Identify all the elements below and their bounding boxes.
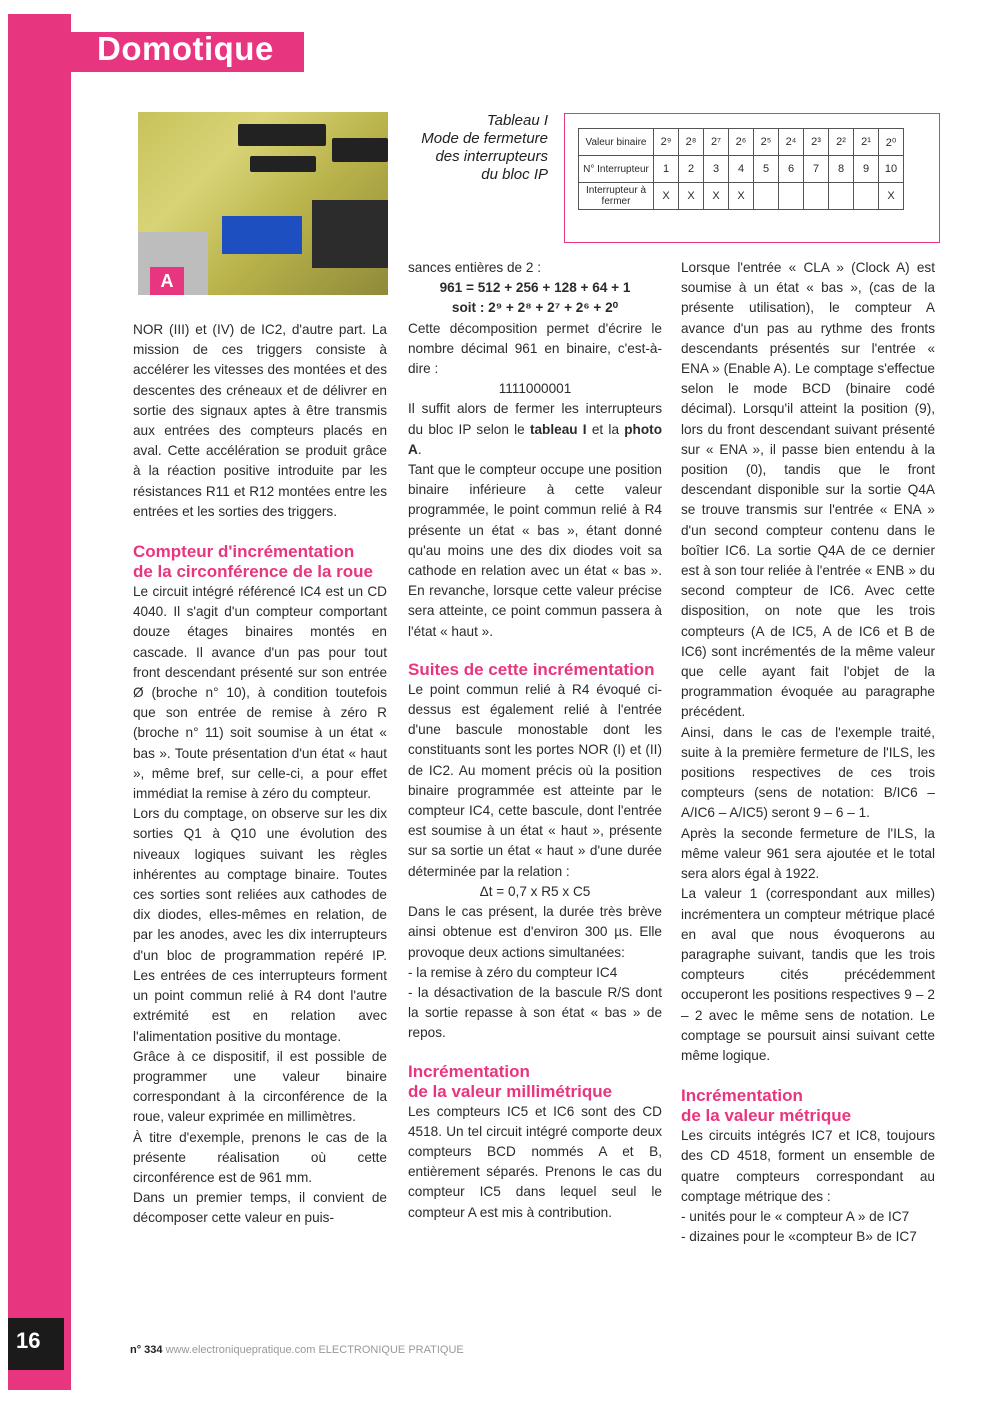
- column-1: [133, 320, 387, 1229]
- caption-line: des interrupteurs: [435, 148, 548, 165]
- subheading: Incrémentation: [681, 1086, 803, 1106]
- caption-line: du bloc IP: [481, 166, 548, 183]
- table-cell: 4: [729, 156, 754, 183]
- ic-chip: [332, 138, 388, 162]
- table-cell: X: [654, 183, 679, 210]
- row-header: Valeur binaire: [579, 129, 654, 156]
- text: Il suffit alors de fermer les interrupteurs du bloc IP selon le: [408, 401, 662, 437]
- table-cell: 10: [879, 156, 904, 183]
- table-cell: X: [704, 183, 729, 210]
- table-cell: 2¹: [854, 129, 879, 156]
- table-cell: X: [729, 183, 754, 210]
- ic-chip: [250, 156, 316, 172]
- table-caption: [410, 112, 548, 184]
- table-cell: [804, 183, 829, 210]
- paragraph: Tant que le compteur occupe une position binaire inférieure à cette valeur programmée, le point commun relié à R4 présente un état « bas », étant donné qu'au moins une des dix diodes voit sa cathode en relation avec un état « bas ». En revanche, lorsque cette valeur précise sera atteinte, ce point commun passera à l'état « haut ».: [408, 462, 662, 639]
- table-row: [579, 156, 904, 183]
- paragraph: Le circuit intégré référencé IC4 est un CD 4040. Il s'agit d'un compteur comportant douze étages binaires montés en cascade. Il avance d'un pas pour tout front descendant présenté sur son entrée Ø (broche n° 10), à condition toutefois que son entrée de remise à zéro R (broche n° 11) soit soumise à un état « bas ». Toute présentation d'un état « haut », même bref, sur celle-ci, a pour effet immédiat la remise à zéro du compteur.: [133, 584, 387, 802]
- table-cell: X: [679, 183, 704, 210]
- paragraph: Après la seconde fermeture de l'ILS, la même valeur 961 sera ajoutée et le total sera alors égal à 1922.: [681, 825, 935, 882]
- table-cell: [854, 183, 879, 210]
- table-row: [579, 183, 904, 210]
- table-cell: [779, 183, 804, 210]
- paragraph: Lorsque l'entrée « CLA » (Clock A) est soumise à un état « bas », (cas de la présente utilisation), le compteur A avance d'un pas au rythme des fronts descendants présentés sur l'entrée « ENA » (Enable A). Le comptage s'effectue selon le mode BCD (binaire codé décimal). Lorsqu'il atteint la position (9), lors du front descendant suivant présenté sur « ENA », il passe bien entendu à la position (0), tandis que le front descendant disponible sur la sortie Q4A se trouve transmis sur l'entrée « ENA » d'un second compteur contenu dans le boîtier IC6. La sortie Q4A de ce dernier est à son tour reliée à l'entrée « ENB » du second compteur de IC6. Avec cette disposition, on note que les trois compteurs (A de IC5, A de IC6 et B de IC6) sont incrémentés de la même valeur que celle ayant fait l'objet de la programmation évoquée au paragraphe précédent.: [681, 260, 935, 720]
- ic-chip: [238, 124, 326, 146]
- list-item: - la remise à zéro du compteur IC4: [408, 964, 618, 980]
- paragraph: Dans le cas présent, la durée très brève ainsi obtenue est d'environ 300 µs. Elle provoque deux actions simultanées:: [408, 904, 662, 960]
- equation: 961 = 512 + 256 + 128 + 64 + 1: [439, 280, 631, 296]
- paragraph: Ainsi, dans le cas de l'exemple traité, suite à la première fermeture de l'ILS, les positions respectives de ces trois compteurs (sens de notation: B/IC6 – A/IC6 – A/IC5) seront 9 – 6 – 1.: [681, 724, 935, 821]
- footer: [130, 1344, 464, 1356]
- paragraph: Lors du comptage, on observe sur les dix sorties Q1 à Q10 une évolution des niveaux logiques suivant les règles inhérentes au comptage binaire. Toutes ces sorties sont reliées aux cathodes de dix diodes, elles-mêmes en relation, de par les anodes, avec les dix interrupteurs d'un bloc de programmation repéré IP. Les entrées de ces interrupteurs forment un point commun relié à R4 dont l'autre extrémité est en relation avec l'alimentation positive du montage.: [133, 806, 387, 1044]
- table-row: [579, 129, 904, 156]
- ref-photo: photo A: [408, 421, 662, 457]
- table-cell: 2⁶: [729, 129, 754, 156]
- photo-label: A: [150, 267, 184, 295]
- table-cell: 1: [654, 156, 679, 183]
- table-cell: X: [879, 183, 904, 210]
- table-cell: 3: [704, 156, 729, 183]
- paragraph: sances entières de 2 :: [408, 260, 541, 275]
- table-cell: 8: [829, 156, 854, 183]
- table-cell: [829, 183, 854, 210]
- side-stripe: [8, 14, 71, 1390]
- paragraph: Grâce à ce dispositif, il est possible de programmer une valeur binaire correspondant à la circonférence de la roue, valeur exprimée en millimètres.: [133, 1048, 387, 1125]
- paragraph: Le point commun relié à R4 évoqué ci-dessus est également relié à l'entrée d'une bascule monostable dont les constituants sont les portes NOR (I) et (II) de IC2. Au moment précis où la position binaire programmée est atteinte par le compteur IC4, cette bascule, dont l'entrée est soumise à un état « haut », présente sur sa sortie un état « haut » d'une durée déterminée par la relation :: [408, 681, 662, 879]
- table-cell: 2²: [829, 129, 854, 156]
- magazine-name: ELECTRONIQUE PRATIQUE: [318, 1344, 464, 1356]
- table-cell: 2⁷: [704, 129, 729, 156]
- table-cell: 2⁸: [679, 129, 704, 156]
- row-header: N° Interrupteur: [579, 156, 654, 183]
- subheading: Suites de cette incrémentation: [408, 659, 655, 679]
- paragraph: Les circuits intégrés IC7 et IC8, toujours des CD 4518, forment un ensemble de quatre compteurs correspondant au comptage métrique des :: [681, 1128, 935, 1204]
- paragraph: À titre d'exemple, prenons le cas de la présente réalisation où cette circonférence est de 961 mm.: [133, 1129, 387, 1185]
- subheading: de la circonférence de la roue: [133, 562, 373, 582]
- table-cell: 9: [854, 156, 879, 183]
- list-item: - unités pour le « compteur A » de IC7: [681, 1208, 910, 1224]
- subheading: Compteur d'incrémentation: [133, 542, 355, 562]
- text: et la: [586, 421, 625, 437]
- column-2: [408, 258, 662, 1223]
- table-cell: 6: [779, 156, 804, 183]
- dip-switch-block: [222, 216, 302, 254]
- paragraph: Les compteurs IC5 et IC6 sont des CD 4518. Un tel circuit intégré comporte deux compteurs BCD nommés A et B, entièrement séparés. Prenons le cas du compteur IC5 dans lequel seul le compteur A est mis à contribution.: [408, 1103, 662, 1220]
- paragraph: [408, 399, 662, 460]
- list-item: - la désactivation de la bascule R/S dont la sortie repasse à son état « bas » de repos.: [408, 984, 662, 1041]
- table-cell: 2⁰: [879, 129, 904, 156]
- column-3: [681, 258, 935, 1247]
- table-cell: 5: [754, 156, 779, 183]
- page-number: 16: [16, 1328, 41, 1353]
- table-cell: 2: [679, 156, 704, 183]
- switch-table: [578, 128, 904, 210]
- subheading: Incrémentation: [408, 1061, 530, 1081]
- subheading: de la valeur millimétrique: [408, 1081, 613, 1101]
- paragraph: NOR (III) et (IV) de IC2, d'autre part. La mission de ces triggers consiste à accélérer les vitesses des montées et des descentes des créneaux et de délivrer en sortie des signaux aptes à être transmis aux entrées des compteurs placés en aval. Cette accélération se produit grâce à la réaction positive introduite par les résistances R11 et R12 montées entre les entrées et les sorties des triggers.: [133, 322, 387, 519]
- issue-number: n° 334: [130, 1344, 163, 1356]
- table-cell: 2⁹: [654, 129, 679, 156]
- table-cell: 2³: [804, 129, 829, 156]
- binary-value: 1111000001: [498, 381, 572, 397]
- caption-line: Mode de fermeture: [421, 130, 548, 147]
- table-cell: 7: [804, 156, 829, 183]
- table-cell: 2⁵: [754, 129, 779, 156]
- paragraph: La valeur 1 (correspondant aux milles) incrémentera un compteur métrique placé en aval que nous évoquerons au paragraphe suivant, tandis que les trois compteurs cités précédemment occuperont les positions respectives 9 – 2 – 2 avec le même sens de notation. Le comptage se poursuit ainsi suivant cette même logique.: [681, 886, 935, 1063]
- list-item: - dizaines pour le «compteur B» de IC7: [681, 1229, 917, 1245]
- paragraph: Dans un premier temps, il convient de décomposer cette valeur en puis-: [133, 1190, 387, 1226]
- section-title: Domotique: [97, 30, 274, 67]
- equation: Δt = 0,7 x R5 x C5: [479, 883, 591, 899]
- website-link[interactable]: www.electroniquepratique.com: [165, 1344, 316, 1356]
- ref-table: tableau I: [529, 421, 587, 437]
- subheading: de la valeur métrique: [681, 1106, 852, 1126]
- table-cell: [754, 183, 779, 210]
- relay: [312, 200, 388, 268]
- table-cell: 2⁴: [779, 129, 804, 156]
- paragraph: Cette décomposition permet d'écrire le nombre décimal 961 en binaire, c'est-à-dire :: [408, 320, 662, 377]
- equation: soit : 2⁹ + 2⁸ + 2⁷ + 2⁶ + 2⁰: [451, 300, 619, 316]
- row-header: Interrupteur à fermer: [579, 183, 654, 210]
- text: .: [417, 441, 422, 457]
- caption-line: Tableau I: [486, 112, 548, 129]
